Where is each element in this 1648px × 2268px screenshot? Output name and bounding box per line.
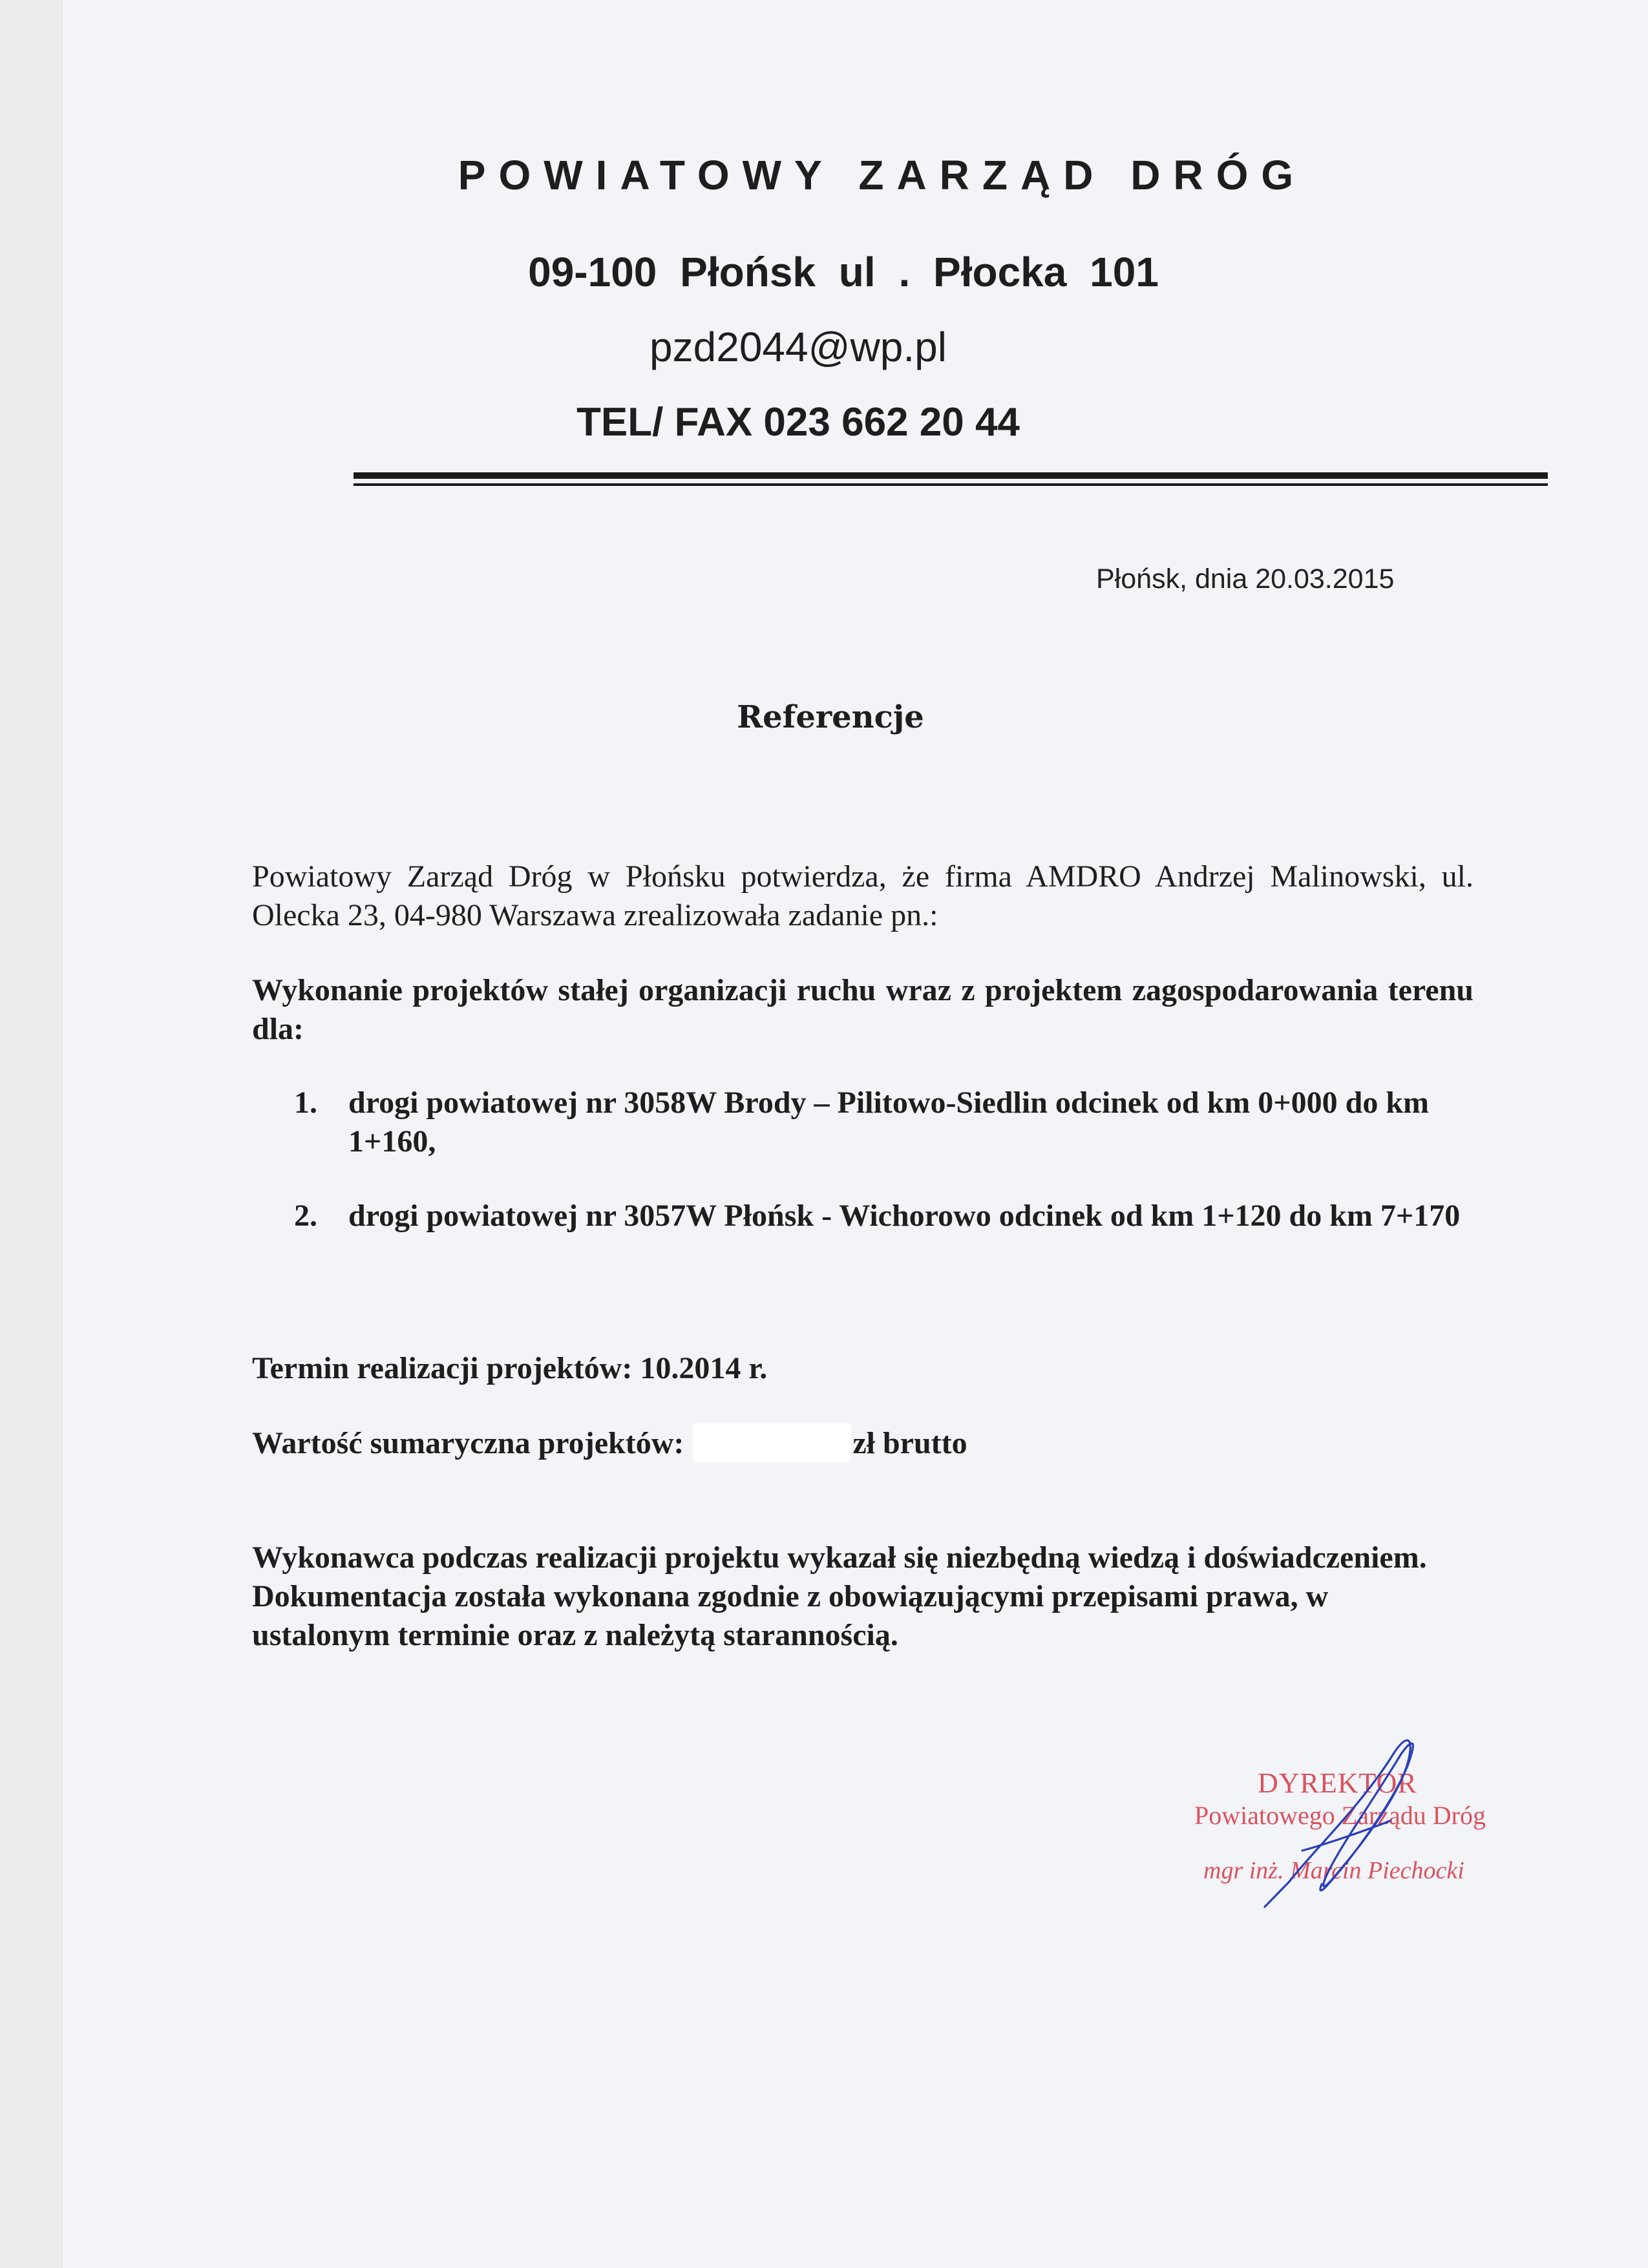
letterhead-email: pzd2044@wp.pl bbox=[650, 324, 947, 370]
stamp-org: Powiatowego Zarządu Dróg bbox=[1194, 1801, 1486, 1830]
letterhead-divider-thin bbox=[354, 483, 1548, 486]
stamp-name: mgr inż. Marcin Piechocki bbox=[1203, 1857, 1464, 1884]
letterhead-phone: TEL/ FAX 023 662 20 44 bbox=[576, 400, 1020, 445]
list-item-text: drogi powiatowej nr 3057W Płońsk - Wichorowo odcinek od km 1+120 do km 7+170 bbox=[348, 1199, 1461, 1233]
term-line: Termin realizacji projektów: 10.2014 r. bbox=[252, 1351, 768, 1385]
intro-paragraph: Powiatowy Zarząd Dróg w Płońsku potwierdza, że firma AMDRO Andrzej Malinowski, ul. Olecka 23, 04-980 Warszawa zrealizowała zadanie pn.: bbox=[252, 859, 1474, 932]
task-heading: Wykonanie projektów stałej organizacji ruchu wraz z projektem zagospodarowania terenu dla: bbox=[252, 973, 1474, 1046]
list-item-text: drogi powiatowej nr 3058W Brody – Pilitowo-Siedlin odcinek od km 0+000 do km 1+160, bbox=[348, 1086, 1430, 1159]
redacted-value-box bbox=[693, 1423, 851, 1462]
list-item-number: 1. bbox=[294, 1086, 317, 1120]
document-title: Referencje bbox=[737, 699, 924, 735]
letterhead-divider-thick bbox=[354, 472, 1548, 479]
list-item bbox=[294, 1084, 1477, 1161]
letterhead-org-name: POWIATOWY ZARZĄD DRÓG bbox=[458, 152, 1307, 198]
stamp-title: DYREKTOR bbox=[1258, 1767, 1417, 1799]
value-suffix: zł brutto bbox=[852, 1426, 967, 1460]
value-label: Wartość sumaryczna projektów: bbox=[252, 1426, 684, 1460]
handwritten-signature bbox=[1263, 1729, 1419, 1910]
letterhead-address: 09-100 Płońsk ul . Płocka 101 bbox=[528, 249, 1159, 295]
closing-paragraph: Wykonawca podczas realizacji projektu wykazał się niezbędną wiedzą i doświadczeniem. Dokumentacja została wykonana zgodnie z obowiązującymi przepisami prawa, w ustalonym terminie oraz z należytą starannością. bbox=[252, 1540, 1427, 1652]
list-item bbox=[294, 1197, 1477, 1235]
list-item-number: 2. bbox=[294, 1199, 317, 1233]
date-line: Płońsk, dnia 20.03.2015 bbox=[1096, 563, 1395, 594]
value-line bbox=[252, 1423, 1474, 1463]
